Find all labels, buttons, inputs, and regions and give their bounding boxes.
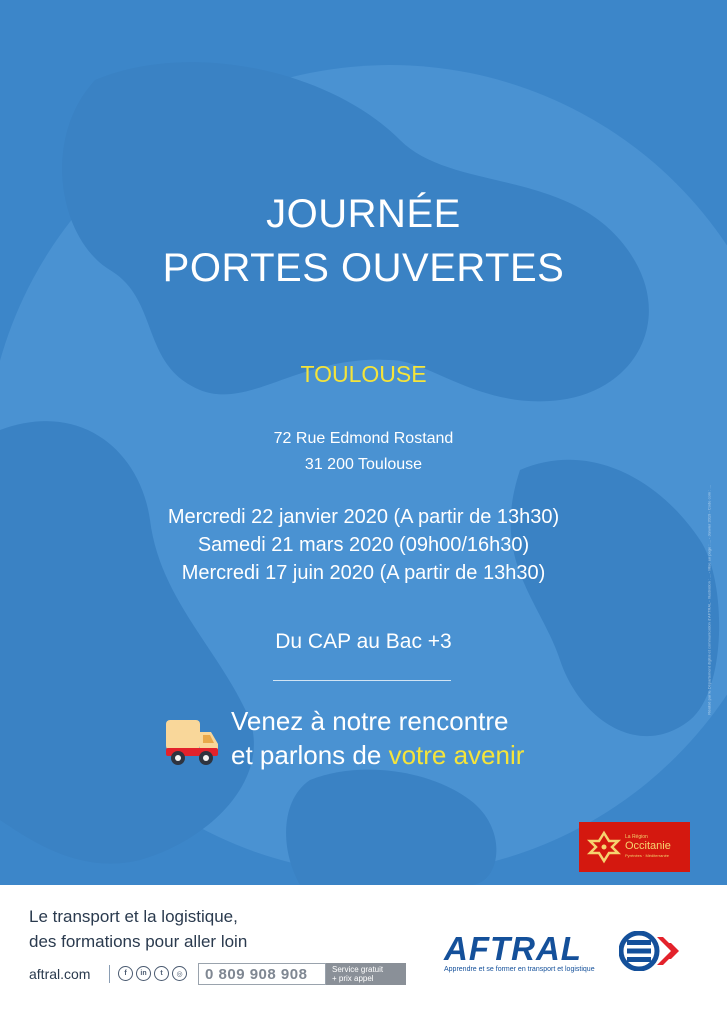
side-credit: [700, 395, 718, 805]
city-name: TOULOUSE: [300, 361, 427, 387]
occitan-cross-icon: [585, 829, 623, 865]
title-line-1: JOURNÉE: [266, 192, 461, 236]
address-street: 72 Rue Edmond Rostand: [273, 430, 454, 447]
social-icons: [118, 966, 187, 982]
footer: [0, 885, 727, 1024]
address-city: 31 200 Toulouse: [304, 456, 423, 473]
event-date-2: Samedi 21 mars 2020 (09h00/16h30): [197, 534, 530, 556]
service-label-1: Service gratuit: [332, 965, 384, 974]
invite-line-2: [231, 740, 524, 771]
phone-number: 0 809 908 908: [205, 966, 308, 983]
invite-highlight: votre avenir: [388, 740, 525, 770]
linkedin-icon[interactable]: in: [136, 966, 151, 981]
facebook-icon[interactable]: f: [118, 966, 133, 981]
instagram-icon[interactable]: ◎: [172, 966, 187, 981]
footer-tagline-1: Le transport et la logistique,: [29, 907, 238, 926]
twitter-icon[interactable]: t: [154, 966, 169, 981]
phone-number-box[interactable]: [198, 963, 326, 985]
aftral-logo-mark-icon: [619, 931, 691, 971]
service-label-2: + prix appel: [332, 974, 374, 983]
footer-tagline-2: des formations pour aller loin: [29, 932, 248, 951]
footer-separator: [109, 965, 110, 983]
website-link[interactable]: aftral.com: [29, 966, 91, 982]
invite-line-1: Venez à notre rencontre: [231, 706, 509, 736]
side-credit-text: Réalisé par le Département digital et communication d'AFTRAL - Illustration : ... - Mise en page : ... - Janvier 2019 - Code com : ...: [706, 485, 712, 715]
region-label-name: Occitanie: [625, 840, 671, 852]
truck-icon: [164, 712, 220, 770]
event-date-3: Mercredi 17 juin 2020 (A partir de 13h30): [181, 562, 546, 584]
event-date-1: Mercredi 22 janvier 2020 (A partir de 13h30): [167, 506, 560, 528]
aftral-logo-text: AFTRAL: [444, 930, 582, 967]
divider: [273, 680, 451, 681]
service-info-box: [326, 963, 406, 985]
region-occitanie-logo: [579, 822, 690, 872]
training-levels: Du CAP au Bac +3: [275, 630, 452, 653]
title-line-2: PORTES OUVERTES: [162, 246, 565, 290]
region-label-sub: Pyrénées · Méditerranée: [625, 853, 670, 858]
region-label-small: La Région: [625, 834, 648, 840]
invite-line-2-prefix: et parlons de: [231, 740, 389, 770]
aftral-tagline: Apprendre et se former en transport et logistique: [444, 966, 595, 973]
